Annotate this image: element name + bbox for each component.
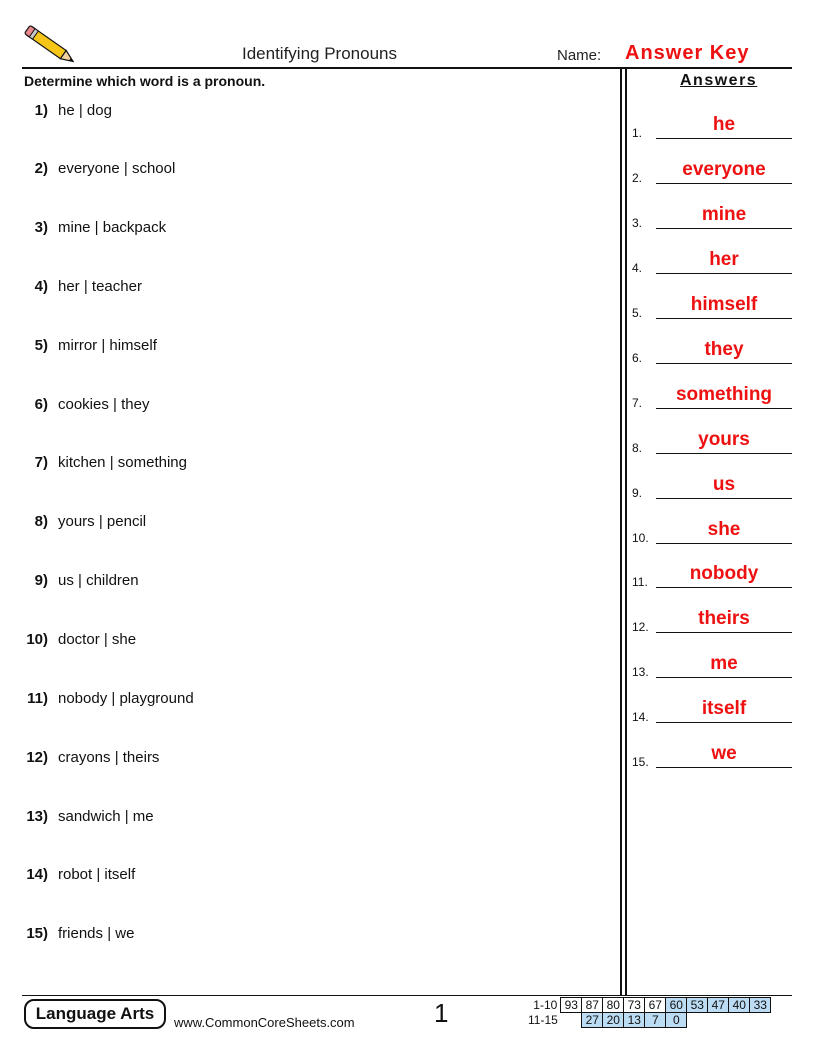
question-words: yours | pencil [58,513,147,530]
question-item [22,513,146,533]
answer-number: 4. [632,261,643,275]
answer-number: 9. [632,486,643,500]
answer-number: 12. [632,620,649,634]
question-number: 4) [34,278,48,295]
answer-number: 13. [632,665,649,679]
score-row-label: 11-15 [528,1013,558,1027]
question-number: 7) [34,454,48,471]
question-item [22,219,166,239]
score-table [526,997,771,1028]
question-item [22,749,159,769]
question-item [22,631,136,651]
answer-text: us [712,474,736,495]
answer-line [632,250,792,274]
score-cell: 7 [645,1013,666,1028]
answer-line [632,699,792,723]
score-row [526,998,771,1013]
answer-line [632,295,792,319]
answer-number: 1. [632,126,643,140]
question-number: 15) [26,925,48,942]
question-item [22,102,112,122]
answer-text: theirs [698,608,750,629]
answer-line [632,340,792,364]
score-cell: 20 [603,1013,624,1028]
question-words: robot | itself [58,866,136,883]
question-words: nobody | playground [58,690,194,707]
name-label: Name: [557,47,602,64]
answer-text: itself [701,698,747,719]
answer-key-label: Answer Key [625,42,750,64]
answer-text: yours [698,429,750,450]
score-cell: 47 [708,998,729,1013]
answer-text: something [675,384,773,405]
question-number: 10) [26,631,48,648]
column-divider [620,68,622,995]
answer-text: himself [690,294,758,315]
question-item [22,160,175,180]
score-cell: 13 [624,1013,645,1028]
pencil-icon [22,24,80,68]
answer-number: 3. [632,216,643,230]
answer-number: 15. [632,755,649,769]
score-cell: 0 [666,1013,687,1028]
score-cell: 93 [561,998,582,1013]
answer-line [632,520,792,544]
worksheet-title: Identifying Pronouns [242,44,397,63]
question-item [22,396,149,416]
answer-number: 14. [632,710,649,724]
answer-text: her [709,249,739,270]
score-row-label: 1-10 [533,998,558,1012]
question-words: crayons | theirs [58,749,160,766]
answer-text: she [707,519,741,540]
question-number: 9) [34,572,48,589]
answer-line [632,564,792,588]
question-words: doctor | she [58,631,137,648]
question-number: 13) [26,808,48,825]
score-cell: 40 [729,998,750,1013]
answer-number: 10. [632,531,649,545]
answer-number: 7. [632,396,643,410]
question-item [22,278,142,298]
question-words: kitchen | something [58,454,187,471]
question-item [22,866,135,886]
score-cell: 73 [624,998,645,1013]
score-cell: 53 [687,998,708,1013]
score-row [526,1013,771,1028]
question-number: 8) [34,513,48,530]
answer-line [632,430,792,454]
answers-heading: Answers [680,72,758,89]
answer-line [632,744,792,768]
question-number: 14) [26,866,48,883]
question-item [22,808,154,828]
question-number: 1) [34,102,48,119]
answer-line [632,385,792,409]
question-words: mine | backpack [58,219,167,236]
column-divider-inner [625,68,627,995]
question-words: everyone | school [58,160,176,177]
site-url: www.CommonCoreSheets.com [174,1015,355,1030]
question-words: us | children [58,572,139,589]
question-item [22,925,134,945]
question-item [22,454,187,474]
question-number: 12) [26,749,48,766]
question-item [22,572,139,592]
question-number: 6) [34,396,48,413]
instructions: Determine which word is a pronoun. [24,73,266,89]
question-item [22,690,194,710]
footer-rule [22,995,792,996]
answer-line [632,654,792,678]
answer-text: we [711,743,737,764]
answer-line [632,205,792,229]
score-cell: 27 [582,1013,603,1028]
answer-text: mine [701,204,747,225]
score-cell: 80 [603,998,624,1013]
answer-text: me [710,653,738,674]
answer-line [632,609,792,633]
question-words: sandwich | me [58,808,154,825]
question-number: 2) [34,160,48,177]
answer-number: 11. [632,575,648,589]
score-cell: 60 [666,998,687,1013]
question-number: 3) [34,219,48,236]
score-cell: 87 [582,998,603,1013]
score-cell: 67 [645,998,666,1013]
score-cell: 33 [750,998,771,1013]
answer-line [632,115,792,139]
header-rule [22,67,792,69]
answer-number: 8. [632,441,643,455]
answer-text: they [704,339,744,360]
question-words: mirror | himself [58,337,157,354]
answer-text: he [712,114,736,135]
answer-line [632,475,792,499]
question-words: her | teacher [58,278,142,295]
answer-number: 5. [632,306,643,320]
subject-badge: Language Arts [24,999,166,1029]
answer-line [632,160,792,184]
answer-text: everyone [682,159,766,180]
answer-number: 2. [632,171,643,185]
answer-number: 6. [632,351,643,365]
question-item [22,337,157,357]
question-words: cookies | they [58,396,150,413]
page-number: 1 [434,998,449,1028]
question-words: he | dog [58,102,112,119]
answer-text: nobody [689,563,759,584]
question-number: 11) [27,690,48,707]
question-number: 5) [34,337,48,354]
question-words: friends | we [58,925,135,942]
